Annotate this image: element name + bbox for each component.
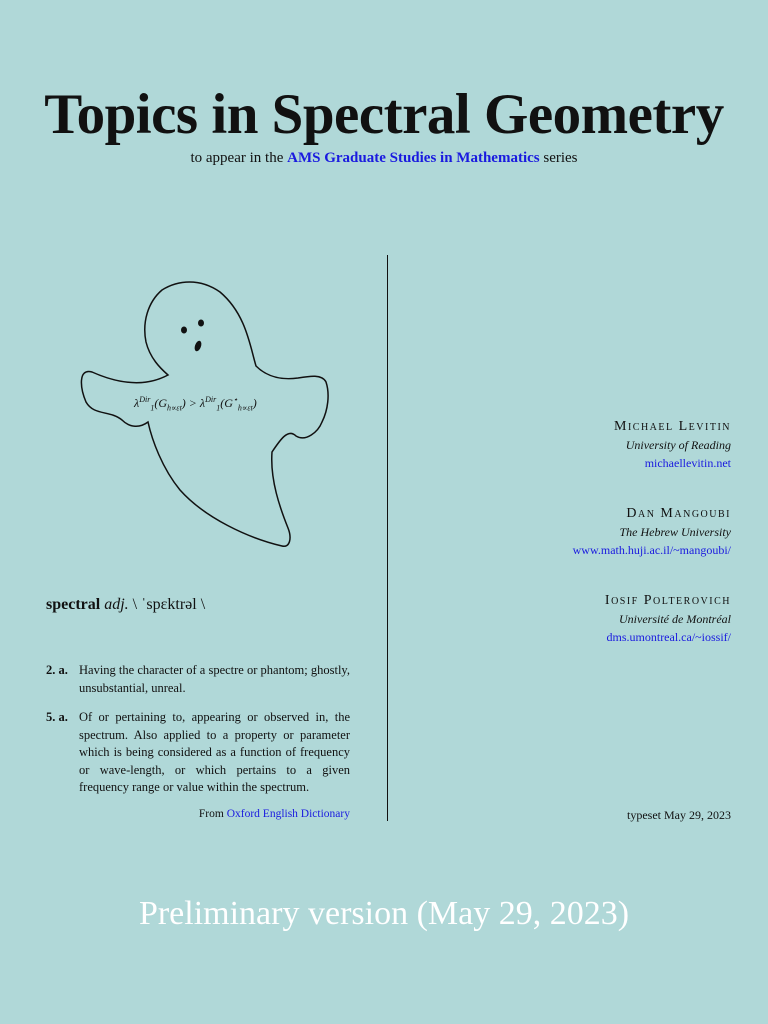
ghost-eye-right (198, 320, 204, 327)
subtitle-suffix: series (543, 150, 578, 166)
part-of-speech: adj. (104, 596, 129, 613)
oed-link[interactable]: Oxford English Dictionary (226, 808, 350, 820)
author-affiliation: University of Reading (625, 438, 731, 452)
ghost-formula: $\lambda^{Dir}_1(G_{h\propto\varepsilon t}) > \lambda^{Dir}_1(G^⋆_{h\propto\varepsilon t})$ (134, 395, 257, 413)
subtitle (0, 150, 768, 167)
definition-number: 2. a. (46, 663, 68, 677)
dictionary-headword (46, 596, 205, 614)
author-name: Michael Levitin (614, 419, 731, 434)
author-website-link[interactable]: dms.umontreal.ca/~iossif/ (606, 630, 731, 644)
series-name: AMS Graduate Studies in Mathematics (287, 150, 540, 166)
author-name: Dan Mangoubi (626, 506, 731, 521)
author-affiliation: The Hebrew University (619, 525, 731, 539)
author-block (614, 418, 731, 472)
author-website-link[interactable]: www.math.huji.ac.il/~mangoubi/ (572, 543, 731, 557)
definition-text: Of or pertaining to, appearing or observed in, the spectrum. Also applied to a property or parameter which is being considered as a function of frequency or wave-length, or which pertains to a given frequency range or value within the spectrum. (79, 710, 350, 794)
headword: spectral (46, 596, 101, 613)
ghost-eye-left (181, 327, 187, 334)
author-website-link[interactable]: michaellevitin.net (644, 456, 731, 470)
ghost-illustration (70, 270, 350, 560)
author-block (573, 505, 731, 559)
vertical-divider (387, 255, 388, 821)
typeset-date: typeset May 29, 2023 (627, 808, 731, 822)
definition-item (46, 709, 350, 797)
author-name: Iosif Polterovich (604, 593, 731, 608)
definition-number: 5. a. (46, 710, 68, 724)
pronunciation: \ ˈspɛktrəl \ (132, 596, 206, 613)
ghost-outline (81, 282, 328, 546)
author-affiliation: Université de Montréal (619, 612, 731, 626)
subtitle-prefix: to appear in the (190, 150, 284, 166)
author-block (605, 592, 731, 646)
book-title: Topics in Spectral Geometry (44, 83, 724, 146)
definition-text: Having the character of a spectre or phantom; ghostly, unsubstantial, unreal. (79, 663, 350, 695)
definition-item (46, 662, 350, 697)
preliminary-version: Preliminary version (May 29, 2023) (138, 895, 630, 932)
dictionary-source: From Oxford English Dictionary (198, 808, 350, 820)
